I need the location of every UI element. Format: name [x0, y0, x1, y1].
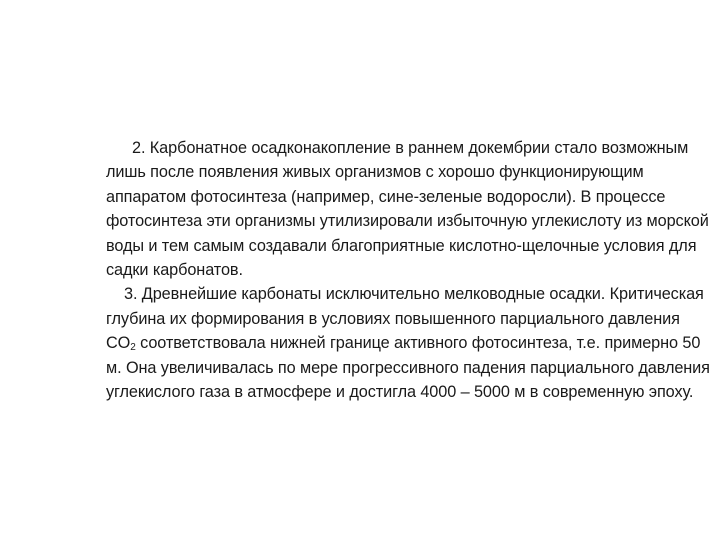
- paragraph-3-text-after-formula: соответствовала нижней границе активного фотосинтеза, т.е. примерно 50 м. Она увеличивалась по мере прогрессивного падения парциального давления углекислого газа в атмосфере и достигла 4000 – 5000 м в современную эпоху.: [106, 334, 710, 402]
- co2-formula: [106, 334, 136, 352]
- co2-formula-main: CO: [106, 334, 131, 353]
- paragraph-3-text-before-formula: 3. Древнейшие карбонаты исключительно мелководные осадки. Критическая глубина их формирования в условиях повышенного парциального давления: [106, 285, 704, 328]
- paragraph-carbonate-precambrian: 2. Карбонатное осадконакопление в раннем докембрии стало возможным лишь после появления живых организмов с хорошо функционирующим аппаратом фотосинтеза (например, сине-зеленые водоросли). В процессе фотосинтеза эти организмы утилизировали избыточную углекислоту из морской воды и тем самым создавали благоприятные кислотно-щелочные условия для садки карбонатов.: [106, 139, 709, 280]
- paragraph-ancient-carbonates: [106, 282, 712, 404]
- co2-formula-subscript: 2: [130, 342, 136, 354]
- slide-text-body: [106, 136, 712, 404]
